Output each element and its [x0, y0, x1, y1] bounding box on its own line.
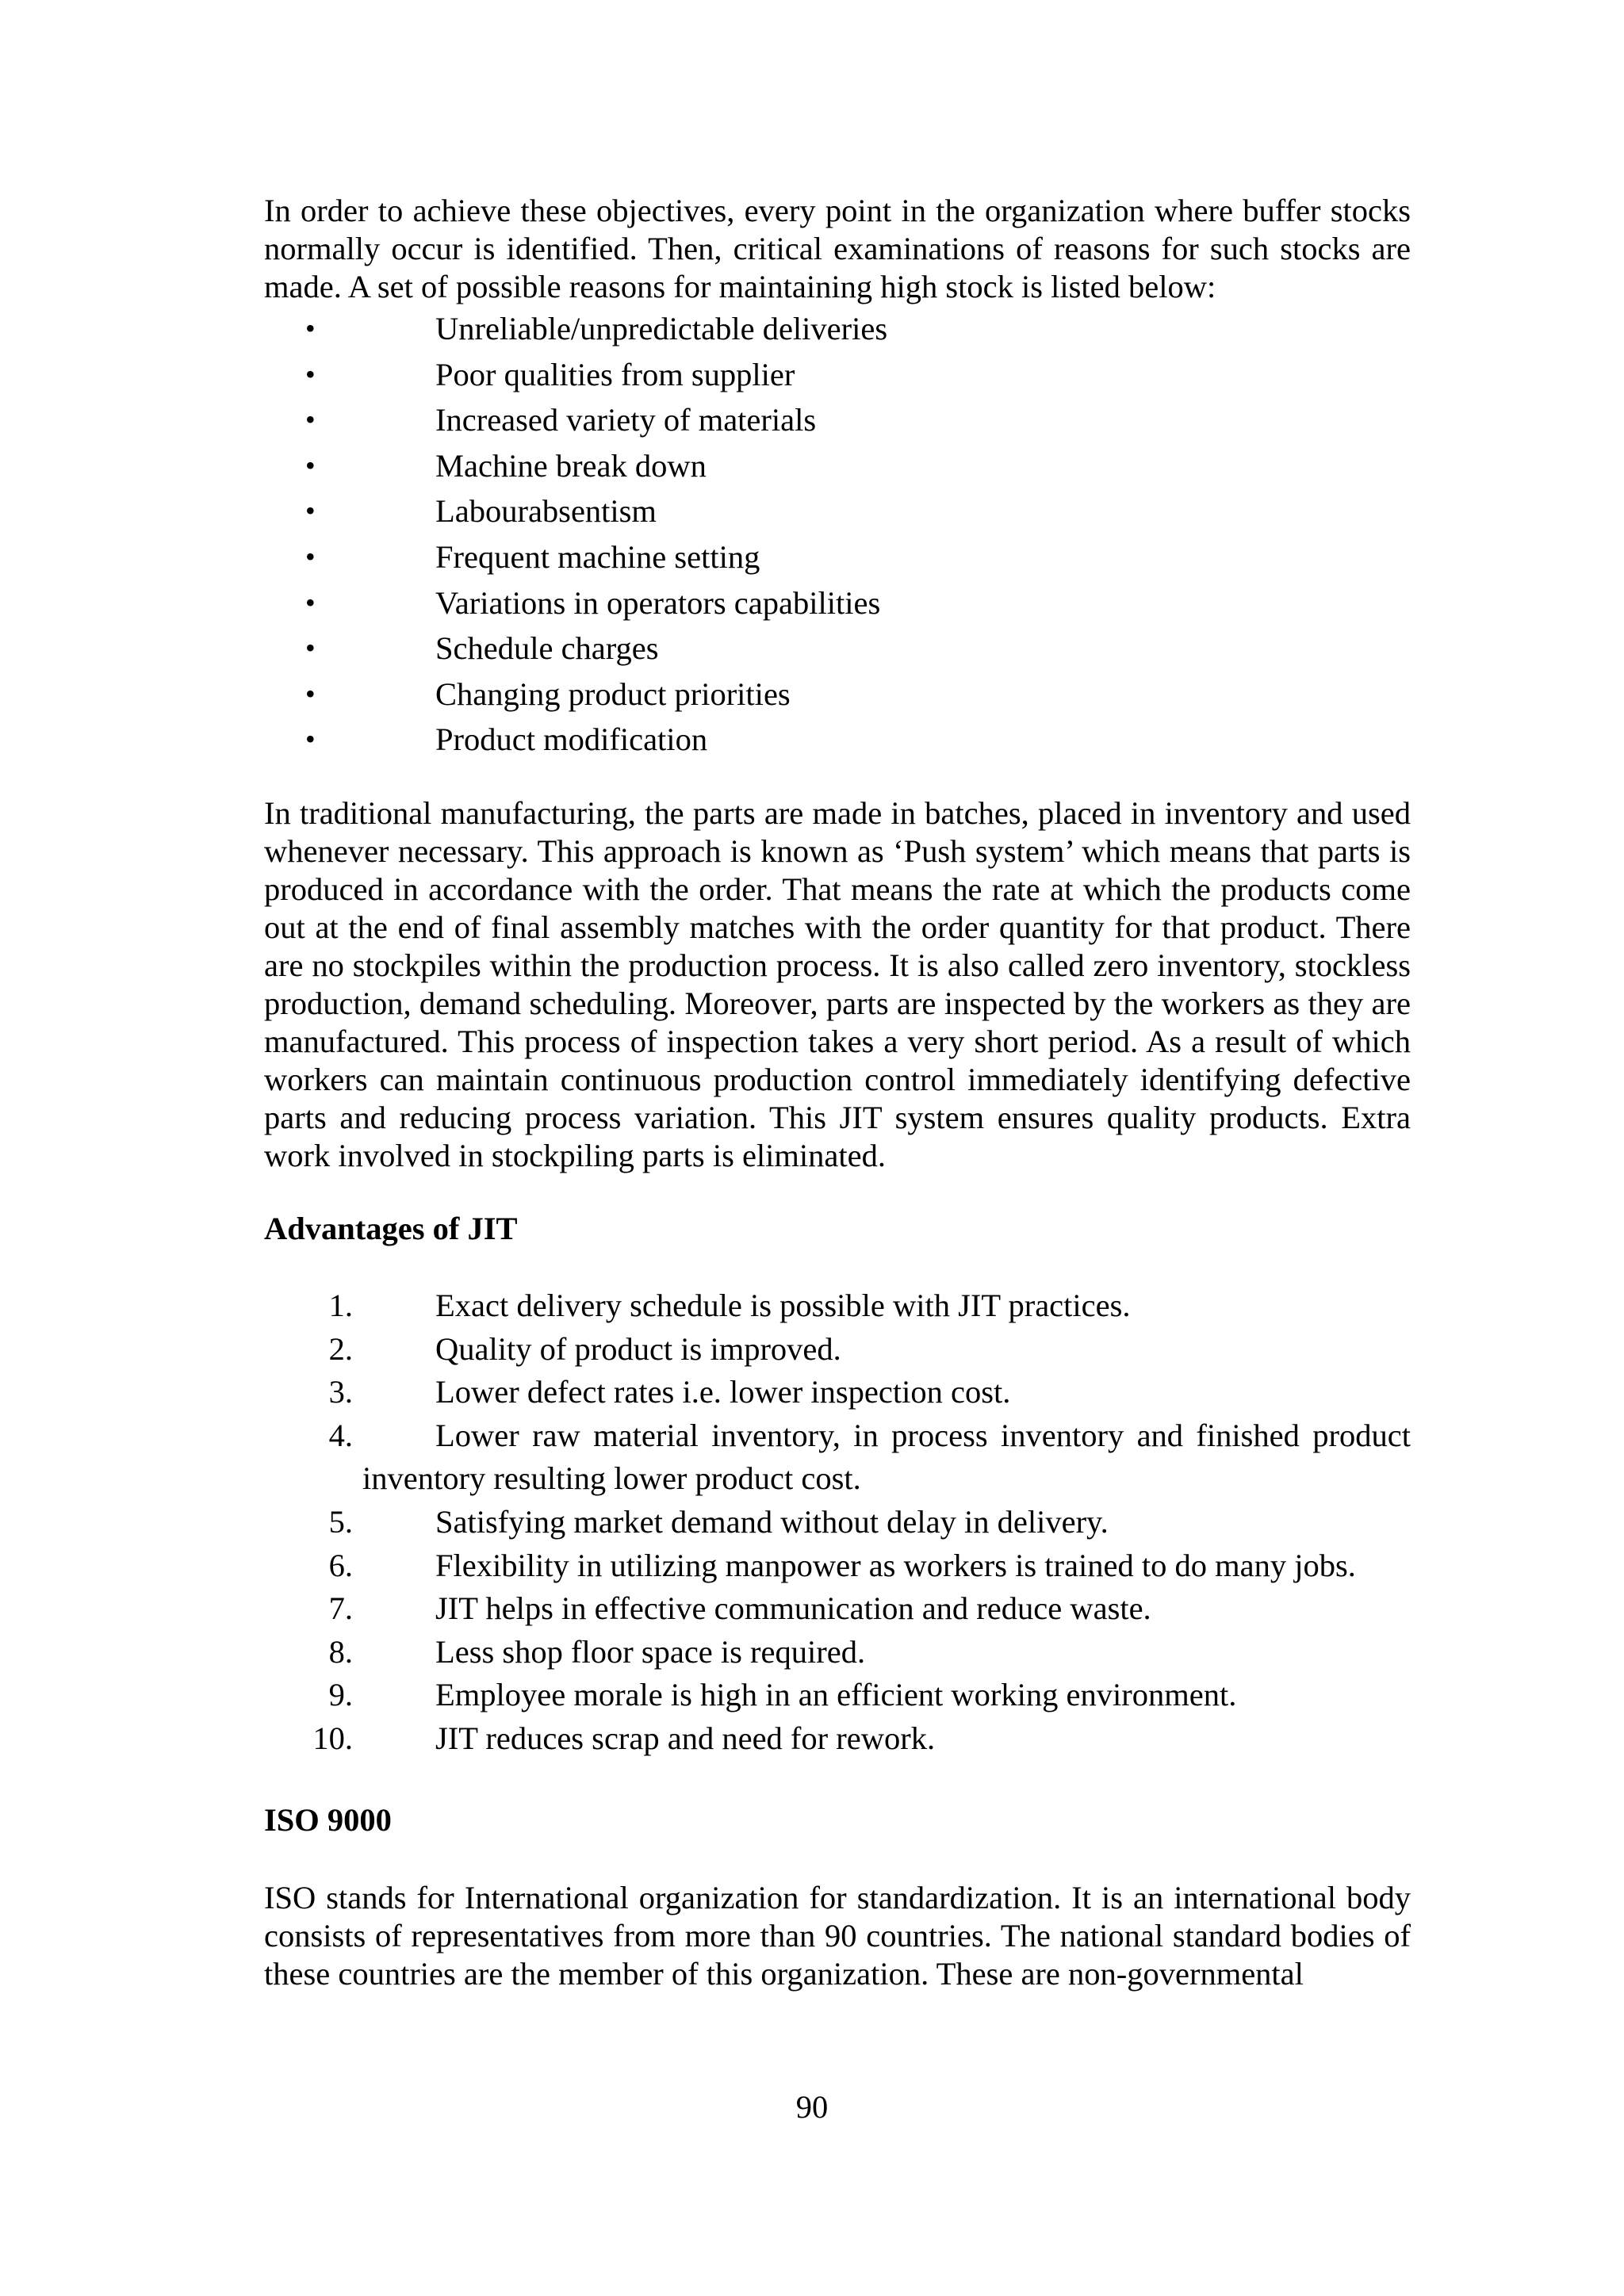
- list-item-text: Satisfying market demand without delay in delivery.: [435, 1503, 1109, 1540]
- list-item: [264, 1371, 1411, 1414]
- page-number: 90: [795, 2089, 829, 2125]
- bullet-icon: •: [305, 632, 316, 664]
- list-item-text: Flexibility in utilizing manpower as workers is trained to do many jobs.: [435, 1547, 1356, 1583]
- list-item-text: Schedule charges: [435, 630, 659, 667]
- list-item-text: Frequent machine setting: [435, 538, 760, 575]
- list-item-continuation: inventory resulting lower product cost.: [362, 1460, 861, 1497]
- list-item-text: Lower raw material inventory, in process inventory and finished product: [435, 1417, 1411, 1453]
- advantages-list: [264, 1284, 1411, 1761]
- item-number: 4.: [328, 1417, 353, 1453]
- list-item-text: Less shop floor space is required.: [435, 1633, 866, 1670]
- list-item: [264, 306, 1411, 352]
- list-item: [264, 443, 1411, 489]
- item-number: 7.: [328, 1590, 353, 1627]
- bullet-icon: •: [305, 449, 316, 481]
- list-item: [264, 1717, 1411, 1761]
- list-item: [264, 1674, 1411, 1717]
- bullet-icon: •: [305, 723, 316, 756]
- reasons-list: [264, 306, 1411, 763]
- list-item-text: Variations in operators capabilities: [435, 584, 881, 621]
- item-number: 3.: [328, 1374, 353, 1410]
- bullet-icon: •: [305, 586, 316, 618]
- list-item: [264, 672, 1411, 718]
- list-item: [264, 488, 1411, 534]
- list-item: [264, 1284, 1411, 1328]
- list-item-text: Changing product priorities: [435, 675, 791, 712]
- list-item-text: Product modification: [435, 721, 708, 758]
- list-item-text: Unreliable/unpredictable deliveries: [435, 311, 888, 346]
- traditional-manufacturing-paragraph: In traditional manufacturing, the parts are made in batches, placed in inventory and used whenever necessary. This approach is known as ‘Push system’ which means that parts is produced in accordance with the order. That means the rate at which the products come out at the end of final assembly matches with the order quantity for that product. There are no stockpiles within the production process. It is also called zero inventory, stockless production, demand scheduling. Moreover, parts are inspected by the workers as they are manufactured. This process of inspection takes a very short period. As a result of which workers can maintain continuous production control immediately identifying defective parts and reducing process variation. This JIT system ensures quality products. Extra work involved in stockpiling parts is eliminated.: [264, 794, 1411, 1173]
- bullet-icon: •: [305, 540, 316, 572]
- list-item-text: Exact delivery schedule is possible with JIT practices.: [435, 1287, 1131, 1323]
- list-item: [264, 717, 1411, 763]
- list-item: [264, 626, 1411, 672]
- list-item: [264, 1631, 1411, 1674]
- item-number: 10.: [312, 1720, 353, 1756]
- item-number: 1.: [328, 1287, 353, 1323]
- bullet-icon: •: [305, 312, 316, 344]
- page-content: [264, 192, 1411, 1993]
- intro-paragraph: In order to achieve these objectives, every point in the organization where buffer stocks normally occur is identified. Then, critical examinations of reasons for such stocks are made. A set of possible reasons for maintaining high stock is listed below:: [264, 193, 1411, 304]
- list-item-text: Machine break down: [435, 447, 707, 484]
- list-item: [264, 534, 1411, 580]
- bullet-icon: •: [305, 404, 316, 436]
- list-item: [264, 1414, 1411, 1501]
- list-item-text: Labourabsentism: [435, 493, 657, 530]
- iso-heading: ISO 9000: [264, 1802, 392, 1839]
- bullet-icon: •: [305, 677, 316, 710]
- list-item-text: Lower defect rates i.e. lower inspection cost.: [435, 1374, 1011, 1410]
- item-number: 9.: [328, 1677, 353, 1713]
- item-number: 6.: [328, 1547, 353, 1583]
- list-item-text: Employee morale is high in an efficient working environment.: [435, 1677, 1237, 1713]
- list-item-text: Poor qualities from supplier: [435, 356, 795, 392]
- list-item: [264, 1587, 1411, 1631]
- list-item: [264, 1544, 1411, 1588]
- list-item-text: Increased variety of materials: [435, 402, 817, 438]
- list-item: [264, 1328, 1411, 1372]
- bullet-icon: •: [305, 358, 316, 390]
- list-item: [264, 1501, 1411, 1544]
- item-number: 5.: [328, 1503, 353, 1540]
- list-item: [264, 580, 1411, 626]
- item-number: 8.: [328, 1633, 353, 1670]
- list-item-text: JIT helps in effective communication and reduce waste.: [435, 1590, 1151, 1627]
- list-item: [264, 352, 1411, 398]
- list-item: [264, 397, 1411, 443]
- iso-paragraph: ISO stands for International organization for standardization. It is an international body consists of representatives from more than 90 countries. The national standard bodies of these countries are the member of this organization. These are non-governmental: [264, 1880, 1411, 1992]
- list-item-text: Quality of product is improved.: [435, 1330, 841, 1367]
- list-item-text: JIT reduces scrap and need for rework.: [435, 1720, 936, 1756]
- item-number: 2.: [328, 1330, 353, 1367]
- bullet-icon: •: [305, 495, 316, 527]
- advantages-heading: Advantages of JIT: [264, 1210, 518, 1246]
